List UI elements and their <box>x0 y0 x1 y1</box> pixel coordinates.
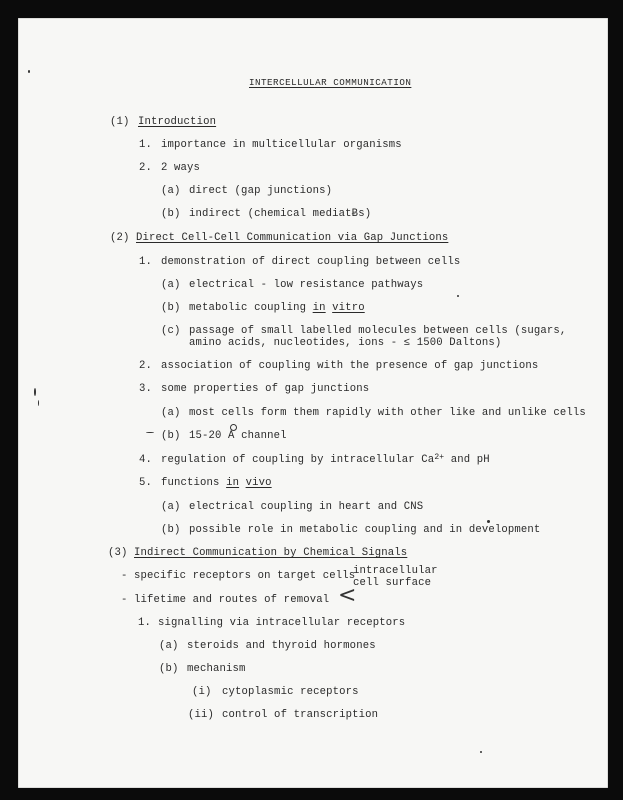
s3-dash2-text: - lifetime and routes of removal <box>121 594 330 606</box>
s2-item3-text: some properties of gap junctions <box>161 383 370 395</box>
brace-symbol: < <box>338 583 357 608</box>
s3-sub-b-text: mechanism <box>187 663 246 675</box>
s2-item5-sub-b-text: possible role in metabolic coupling and in development <box>189 524 541 536</box>
s1-sub-b-text: indirect (chemical mediatɃs) <box>189 208 372 220</box>
s1-item2-text: 2 ways <box>161 162 201 174</box>
scan-speck <box>38 400 39 406</box>
s1-item2-number: 2. <box>139 162 153 174</box>
s2-sub-c-text-line1: passage of small labelled molecules between cells (sugars, <box>189 325 567 337</box>
s2-item3-sub-a-text: most cells form them rapidly with other like and unlike cells <box>189 407 586 419</box>
s1-sub-b-label: (b) <box>161 208 181 220</box>
angstrom-symbol: A <box>228 430 235 442</box>
scan-speck <box>480 751 482 753</box>
s3-roman-ii-label: (ii) <box>188 709 215 721</box>
scan-speck <box>28 70 30 73</box>
section-2-heading: Direct Cell-Cell Communication via Gap Junctions <box>136 232 449 244</box>
s2-item3-sub-b-text: 15-20 A channel <box>189 430 287 442</box>
s2-item5-sub-a-text: electrical coupling in heart and CNS <box>189 501 424 513</box>
s3-item1-text: signalling via intracellular receptors <box>158 617 406 629</box>
s2-item3-number: 3. <box>139 383 153 395</box>
s2-item2-number: 2. <box>139 360 153 372</box>
s2-sub-b-label: (b) <box>161 302 181 314</box>
s2-sub-c-text-line2: amino acids, nucleotides, ions - ≤ 1500 Daltons) <box>189 337 502 349</box>
s3-receptor-intracellular: intracellular <box>353 565 438 577</box>
scan-speck <box>487 520 490 523</box>
s1-sub-a-label: (a) <box>161 185 181 197</box>
scan-speck <box>457 295 459 297</box>
section-3-number: (3) <box>108 547 128 559</box>
s2-sub-a-text: electrical - low resistance pathways <box>189 279 424 291</box>
page-title: INTERCELLULAR COMMUNICATION <box>249 77 412 88</box>
s1-sub-a-text: direct (gap junctions) <box>189 185 333 197</box>
s3-dash1-text: - specific receptors on target cells <box>121 570 356 582</box>
s1-item1-number: 1. <box>139 139 153 151</box>
section-2-number: (2) <box>110 232 130 244</box>
s2-item4-text: regulation of coupling by intracellular $Ca^{2+}$ and pH <box>161 453 490 466</box>
s3-roman-ii-text: control of transcription <box>222 709 379 721</box>
s2-sub-c-label: (c) <box>161 325 181 337</box>
scan-speck <box>34 388 36 396</box>
scan-speck <box>146 432 154 433</box>
s3-item1-number: 1. <box>138 617 152 629</box>
section-1-heading: Introduction <box>138 116 217 128</box>
s2-item4-number: 4. <box>139 454 153 466</box>
s2-item3-sub-b-label: (b) <box>161 430 181 442</box>
s2-item5-sub-a-label: (a) <box>161 501 181 513</box>
s2-sub-b-text: metabolic coupling in vitro <box>189 302 365 314</box>
s2-item5-text: functions in vivo <box>161 477 272 489</box>
section-1-number: (1) <box>110 116 130 128</box>
s2-item1-text: demonstration of direct coupling between cells <box>161 256 461 268</box>
s2-sub-a-label: (a) <box>161 279 181 291</box>
s2-item2-text: association of coupling with the presence of gap junctions <box>161 360 539 372</box>
s2-item5-number: 5. <box>139 477 153 489</box>
s3-sub-a-text: steroids and thyroid hormones <box>187 640 376 652</box>
s3-roman-i-label: (i) <box>192 686 212 698</box>
s3-sub-b-label: (b) <box>159 663 179 675</box>
s3-roman-i-text: cytoplasmic receptors <box>222 686 359 698</box>
s1-item1-text: importance in multicellular organisms <box>161 139 402 151</box>
document-page <box>18 18 608 788</box>
s2-item3-sub-a-label: (a) <box>161 407 181 419</box>
s3-sub-a-label: (a) <box>159 640 179 652</box>
s2-item1-number: 1. <box>139 256 153 268</box>
section-3-heading: Indirect Communication by Chemical Signals <box>134 547 408 559</box>
s2-item5-sub-b-label: (b) <box>161 524 181 536</box>
s3-receptor-cell-surface: cell surface <box>353 577 432 589</box>
